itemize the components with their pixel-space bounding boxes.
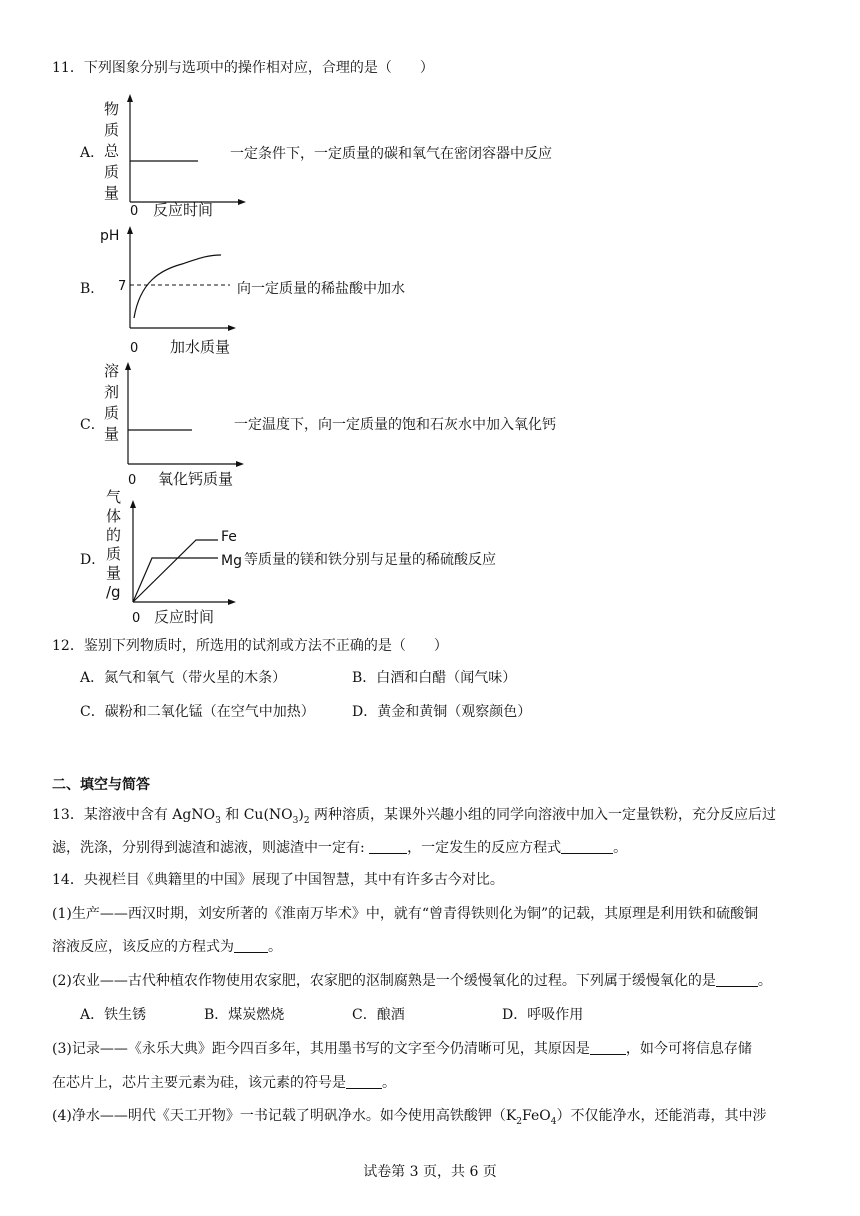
q14-part3-line2: 在芯片上，芯片主要元素为硅，该元素的符号是 。 — [52, 1075, 396, 1091]
q12-option-b: B．白酒和白醋（闻气味） — [352, 670, 517, 686]
chart-c-x-arrow — [236, 461, 244, 467]
q12-option-d: D．黄金和黄铜（观察颜色） — [352, 704, 532, 720]
q14-part2-option-d: D．呼吸作用 — [502, 1007, 584, 1023]
q11-stem: 11．下列图象分别与选项中的操作相对应，合理的是（ ） — [52, 60, 434, 76]
chart-a-x-arrow — [238, 199, 246, 205]
chart-d-ylabel-char: 体 — [106, 507, 122, 525]
q11-option-d-text: 等质量的镁和铁分别与足量的稀硫酸反应 — [244, 552, 496, 568]
q11-chart-c — [100, 360, 250, 495]
q13-line-2: 滤，洗涤，分别得到滤渣和滤液，则滤渣中一定有: ，一定发生的反应方程式 。 — [52, 840, 628, 856]
chart-d-y-arrow — [130, 500, 136, 508]
q12-option-a: A．氮气和氧气（带火星的木条） — [80, 670, 287, 686]
chart-a-y-arrow — [127, 94, 133, 102]
chart-a-ylabel-char: 质 — [104, 121, 120, 139]
q14-part4-line1: (4)净水——明代《天工开物》一书记载了明矾净水。如今使用高铁酸钾$(K_2FeO_4)$不仅能净水，还能消毒，其中涉 — [52, 1108, 767, 1127]
chart-c-ylabel-char: 质 — [104, 404, 120, 422]
chart-a-ylabel-char: 量 — [104, 184, 120, 202]
q11-option-c-label: C． — [80, 417, 105, 433]
q14-part1-line2: 溶液反应，该反应的方程式为 。 — [52, 939, 282, 955]
chart-d-ylabel-char: 量 — [106, 564, 122, 582]
chart-c-ylabel-char: 剂 — [104, 383, 120, 401]
q11-option-d-label: D． — [80, 552, 106, 568]
q12-stem: 12．鉴别下列物质时，所选用的试剂或方法不正确的是（ ） — [52, 638, 448, 654]
chart-c-origin: 0 — [128, 473, 137, 488]
chart-c-xlabel: 氧化钙质量 — [158, 470, 234, 488]
chart-b-ylabel: pH — [100, 228, 120, 244]
q13-line-1: 13．某溶液中含有 AgNO$_3$ 和 $Cu(NO_3)_2$ 两种溶质，某课外兴趣小组的同学向溶液中加入一定量铁粉，充分反应后过 — [52, 807, 777, 826]
chart-c-ylabel-char: 溶 — [104, 362, 120, 380]
chart-a-ylabel — [104, 100, 120, 202]
chart-d-ylabel-char: 气 — [106, 488, 122, 506]
chart-a-origin: 0 — [130, 204, 139, 219]
chart-c-ylabel — [104, 362, 119, 443]
chart-a-ylabel-char: 物 — [104, 100, 120, 118]
chart-a-xlabel: 反应时间 — [153, 201, 214, 219]
chart-d-xlabel: 反应时间 — [154, 608, 215, 626]
chart-b-curve — [134, 255, 221, 318]
section-2-title: 二、填空与简答 — [52, 777, 150, 793]
q11-option-a-label: A． — [80, 145, 105, 161]
q11-chart-a — [100, 92, 250, 222]
q14-part2-line1: (2)农业——古代种植农作物使用农家肥，农家肥的沤制腐熟是一个缓慢氧化的过程。下列属于缓慢氧化的是 。 — [52, 973, 772, 989]
q12-option-c: C．碳粉和二氧化锰（在空气中加热） — [80, 704, 315, 720]
chart-d-origin: 0 — [132, 611, 141, 626]
q11-option-b-label: B． — [80, 281, 105, 297]
page-footer: 试卷第 3 页，共 6 页 — [363, 1164, 497, 1180]
chart-d-ylabel-char: 质 — [106, 545, 122, 563]
q11-option-b-text: 向一定质量的稀盐酸中加水 — [237, 281, 405, 297]
chart-b-xlabel: 加水质量 — [170, 338, 231, 356]
chart-c-ylabel-char: 量 — [104, 425, 120, 443]
chart-d-mg-line — [133, 558, 218, 602]
chart-a-ylabel-char: 质 — [104, 163, 120, 181]
q14-blank-silicon-symbol[interactable] — [346, 1074, 382, 1089]
chart-b-tick7: 7 — [118, 279, 127, 294]
q14-blank-slow-oxidation[interactable] — [716, 972, 758, 987]
chart-c-y-arrow — [125, 362, 131, 370]
q11-option-c-text: 一定温度下，向一定质量的饱和石灰水中加入氧化钙 — [234, 417, 556, 433]
chart-a-ylabel-char: 总 — [104, 142, 120, 160]
chart-d-mg-label: Mg — [221, 553, 242, 569]
chart-d-ylabel — [106, 488, 121, 601]
chart-d-x-arrow — [228, 599, 236, 605]
q14-part1-line1: (1)生产——西汉时期，刘安所著的《淮南万毕术》中，就有“曾青得铁则化为铜”的记载，其原理是利用铁和硫酸铜 — [52, 906, 759, 922]
q13-blank-residue[interactable] — [369, 839, 407, 854]
q11-chart-d — [100, 490, 250, 630]
q14-part2-option-b: B．煤炭燃烧 — [204, 1007, 285, 1023]
q13-blank-equation[interactable] — [561, 839, 613, 854]
q11-chart-b — [100, 222, 250, 362]
q11-option-a-text: 一定条件下，一定质量的碳和氧气在密闭容器中反应 — [230, 146, 552, 162]
chart-b-x-arrow — [228, 325, 236, 331]
q14-blank-ink-reason[interactable] — [590, 1040, 626, 1055]
q14-part2-option-a: A．铁生锈 — [80, 1007, 147, 1023]
chart-b-origin: 0 — [130, 341, 139, 356]
q14-part2-option-c: C．酿酒 — [352, 1007, 405, 1023]
chart-d-ylabel-char: /g — [106, 583, 121, 601]
chart-d-ylabel-char: 的 — [106, 526, 122, 544]
q14-stem: 14．央视栏目《典籍里的中国》展现了中国智慧，其中有许多古今对比。 — [52, 872, 504, 888]
q14-blank-equation[interactable] — [234, 938, 268, 953]
q14-part3-line1: (3)记录——《永乐大典》距今四百多年，其用墨书写的文字至今仍清晰可见，其原因是 ，如今可将信息存储 — [52, 1041, 752, 1057]
chart-d-fe-label: Fe — [221, 529, 237, 545]
chart-b-y-arrow — [127, 226, 133, 234]
